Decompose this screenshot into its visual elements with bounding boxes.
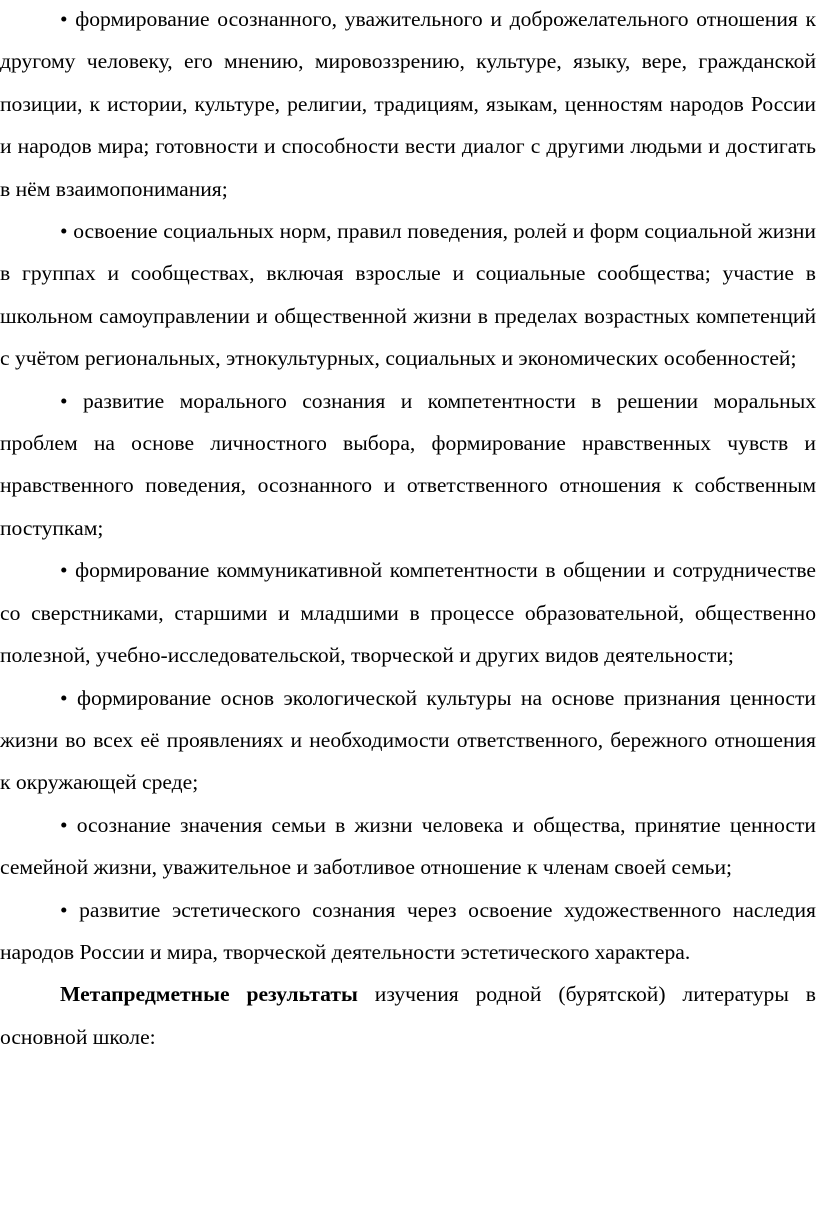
paragraph-1: • формирование осознанного, уважительного и доброжелательного отношения к другому человеку, его мнению, мировоззрению, культуре, языку, вере, гражданской позиции, к истории, культуре, религии, традициям, языкам, ценностям народов России и народов мира; готовности и способности вести диалог с другими людьми и достигать в нём взаимопонимания;	[0, 7, 816, 201]
metasubject-heading: Метапредметные результаты	[60, 982, 358, 1007]
paragraph-5: • формирование основ экологической культуры на основе признания ценности жизни во всех её проявлениях и необходимости ответственного, бережного отношения к окружающей среде;	[0, 685, 816, 795]
paragraph-metasubject	[0, 973, 816, 1058]
paragraph-6: • осознание значения семьи в жизни человека и общества, принятие ценности семейной жизни, уважительное и заботливое отношение к членам своей семьи;	[0, 812, 816, 880]
paragraph-2: • освоение социальных норм, правил поведения, ролей и форм социальной жизни в группах и сообществах, включая взрослые и социальные сообщества; участие в школьном самоуправлении и общественной жизни в пределах возрастных компетенций с учётом региональных, этнокультурных, социальных и экономических особенностей;	[0, 219, 816, 371]
metasubject-text: изучения родной (бурятской) литературы в основной школе:	[0, 982, 816, 1049]
paragraph-4: • формирование коммуникативной компетентности в общении и сотрудничестве со сверстниками, старшими и младшими в процессе образовательной, общественно полезной, учебно-исследовательской, творческой и других видов деятельности;	[0, 558, 816, 668]
paragraph-3: • развитие морального сознания и компетентности в решении моральных проблем на основе личностного выбора, формирование нравственных чувств и нравственного поведения, осознанного и ответственного отношения к собственным поступкам;	[0, 388, 816, 540]
paragraph-7: • развитие эстетического сознания через освоение художественного наследия народов России и мира, творческой деятельности эстетического характера.	[0, 897, 816, 964]
